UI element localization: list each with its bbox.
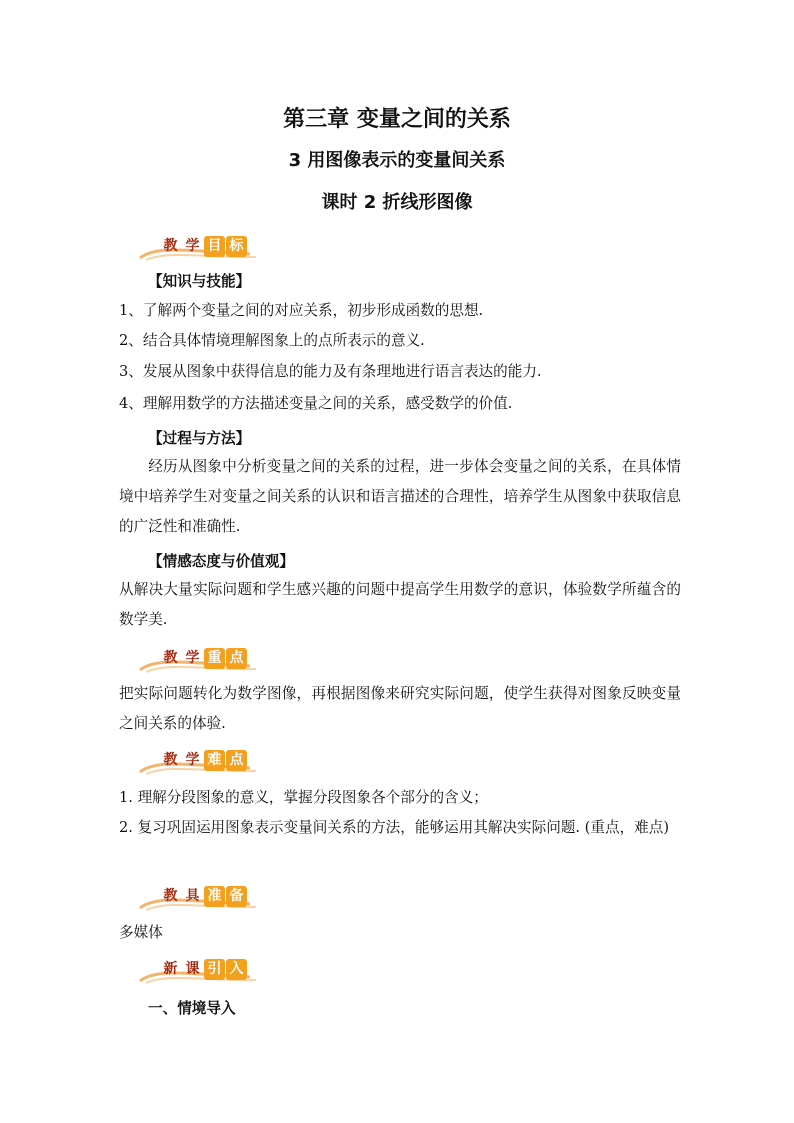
list-item: 2、结合具体情境理解图象上的点所表示的意义. xyxy=(119,332,425,349)
badge-char: 具 xyxy=(185,888,200,904)
badge-char: 学 xyxy=(185,752,200,768)
badge-char: 引 xyxy=(204,959,225,980)
list-item: 1、了解两个变量之间的对应关系，初步形成函数的思想. xyxy=(119,302,484,319)
badge-difficulties xyxy=(138,746,268,776)
process-heading: 【过程与方法】 xyxy=(148,430,251,447)
badge-keypoints xyxy=(138,644,268,674)
badge-char: 教 xyxy=(163,888,178,904)
list-item: 1. 理解分段图象的意义，掌握分段图象各个部分的含义； xyxy=(119,789,488,806)
badge-char: 点 xyxy=(226,648,247,669)
badge-materials xyxy=(138,882,268,912)
materials-paragraph: 多媒体 xyxy=(119,924,163,941)
badge-char: 课 xyxy=(185,961,200,977)
badge-char: 备 xyxy=(226,886,247,907)
badge-char: 入 xyxy=(226,959,247,980)
badge-char: 教 xyxy=(163,650,178,666)
chapter-title: 第三章 变量之间的关系 xyxy=(283,107,511,132)
badge-char: 教 xyxy=(163,238,178,254)
process-paragraph: 经历从图象中分析变量之间的关系的过程，进一步体会变量之间的关系，在具体情境中培养学生对变量之间关系的认识和语言描述的合理性，培养学生从图象中获取信息的广泛性和准确性. xyxy=(119,458,681,535)
list-item: 2. 复习巩固运用图象表示变量间关系的方法，能够运用其解决实际问题. (重点，难点) xyxy=(119,819,670,836)
badge-char: 重 xyxy=(204,648,225,669)
keypoints-paragraph: 把实际问题转化为数学图像，再根据图像来研究实际问题，使学生获得对图象反映变量之间关系的体验. xyxy=(119,685,681,732)
badge-intro xyxy=(138,955,268,985)
badge-char: 目 xyxy=(204,236,225,257)
emotion-heading: 【情感态度与价值观】 xyxy=(148,553,294,570)
section-title: 3 用图像表示的变量间关系 xyxy=(288,150,506,171)
badge-char: 点 xyxy=(226,750,247,771)
lesson-title: 课时 2 折线形图像 xyxy=(321,192,473,213)
knowledge-heading: 【知识与技能】 xyxy=(148,273,251,290)
badge-char: 难 xyxy=(204,750,225,771)
list-item: 3、发展从图象中获得信息的能力及有条理地进行语言表达的能力. xyxy=(119,363,542,380)
emotion-paragraph: 从解决大量实际问题和学生感兴趣的问题中提高学生用数学的意识，体验数学所蕴含的数学美. xyxy=(119,581,681,628)
badge-char: 标 xyxy=(226,236,247,257)
badge-char: 学 xyxy=(185,238,200,254)
intro-heading: 一、情境导入 xyxy=(148,1000,236,1017)
list-item: 4、理解用数学的方法描述变量之间的关系，感受数学的价值. xyxy=(119,395,513,412)
badge-objectives xyxy=(138,232,268,262)
badge-char: 新 xyxy=(163,961,178,977)
badge-char: 教 xyxy=(163,752,178,768)
badge-char: 学 xyxy=(185,650,200,666)
badge-char: 准 xyxy=(204,886,225,907)
